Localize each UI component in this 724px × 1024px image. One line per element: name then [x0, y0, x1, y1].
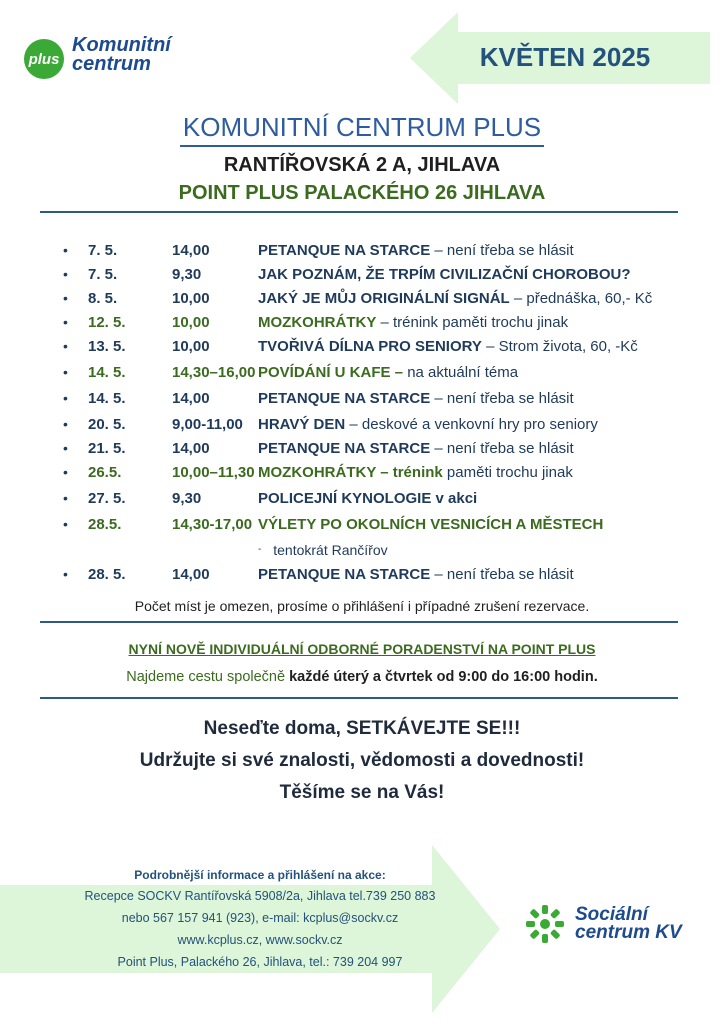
- footer-line: nebo 567 157 941 (923), e-mail: kcplus@sockv.cz: [121, 911, 399, 925]
- point-address: POINT PLUS PALACKÉHO 26 JIHLAVA: [178, 182, 546, 204]
- event-name: PETANQUE NA STARCE: [258, 566, 431, 583]
- event-row: [0, 390, 724, 414]
- event-time: 10,00: [172, 314, 210, 331]
- dash-icon: -: [258, 544, 262, 555]
- event-description: [258, 266, 631, 283]
- event-row: [0, 416, 724, 440]
- kv-logo-line2: centrum KV: [575, 922, 682, 943]
- slogan-2: Udržujte si své znalosti, vědomosti a dovednosti!: [139, 750, 585, 771]
- month-label: KVĚTEN 2025: [479, 42, 651, 72]
- event-name: JAK POZNÁM, ŽE TRPÍM CIVILIZAČNÍ CHOROBOU?: [258, 266, 631, 283]
- bullet-icon: •: [63, 364, 68, 380]
- logo-text: [72, 36, 171, 74]
- sub-note-text: tentokrát Rančířov: [273, 542, 388, 558]
- event-detail: – není třeba se hlásit: [430, 566, 574, 583]
- event-description: [258, 490, 477, 507]
- event-description: [258, 390, 574, 407]
- event-description: [258, 290, 652, 307]
- news-text-pre: Najdeme cestu společně: [126, 669, 290, 685]
- bullet-icon: •: [63, 390, 68, 406]
- event-date: 21. 5.: [88, 440, 126, 457]
- event-description: [258, 338, 638, 355]
- event-date: 7. 5.: [88, 242, 118, 259]
- news-text: [0, 669, 724, 685]
- event-description: [258, 464, 573, 481]
- news-headline: NYNÍ NOVĚ INDIVIDUÁLNÍ ODBORNÉ PORADENSTVÍ NA POINT PLUS: [128, 641, 596, 657]
- divider: [40, 621, 678, 623]
- plus-logo-badge: plus: [24, 39, 64, 79]
- event-time: 14,00: [172, 390, 210, 407]
- event-detail: – přednáška, 60,- Kč: [509, 290, 653, 307]
- event-detail: – Strom života, 60, -Kč: [481, 338, 638, 355]
- event-row: [0, 464, 724, 488]
- event-name: PETANQUE NA STARCE: [258, 440, 431, 457]
- footer-line: www.kcplus.cz, www.sockv.cz: [177, 933, 343, 947]
- event-detail: – deskové a venkovní hry pro seniory: [345, 416, 598, 433]
- event-date: 12. 5.: [88, 314, 126, 331]
- event-row: [0, 266, 724, 290]
- event-date: 8. 5.: [88, 290, 118, 307]
- event-time: 9,30: [172, 266, 202, 283]
- event-time: 14,00: [172, 566, 210, 583]
- sunburst-logo-icon: [525, 904, 565, 944]
- logo-line2: centrum: [72, 53, 151, 75]
- sub-note: [258, 542, 388, 558]
- event-description: [258, 566, 574, 583]
- event-name: MOZKOHRÁTKY: [258, 314, 377, 331]
- event-description: [258, 364, 518, 381]
- kv-logo-line1: Sociální: [575, 904, 648, 925]
- event-date: 27. 5.: [88, 490, 126, 507]
- bullet-icon: •: [63, 440, 68, 456]
- address: RANTÍŘOVSKÁ 2 A, JIHLAVA: [223, 154, 501, 176]
- event-description: [258, 416, 598, 433]
- bullet-icon: •: [63, 490, 68, 506]
- footer-line: Recepce SOCKV Rantířovská 5908/2a, Jihlava tel.739 250 883: [84, 889, 436, 903]
- bullet-icon: •: [63, 314, 68, 330]
- event-time: 9,00-11,00: [172, 416, 243, 433]
- event-name: JAKÝ JE MŮJ ORIGINÁLNÍ SIGNÁL: [258, 290, 510, 307]
- event-detail: – není třeba se hlásit: [430, 242, 574, 259]
- footer-line: Point Plus, Palackého 26, Jihlava, tel.: 739 204 997: [117, 955, 403, 969]
- news-text-bold: každé úterý a čtvrtek od 9:00 do 16:00 hodin.: [289, 669, 598, 685]
- bullet-icon: •: [63, 516, 68, 532]
- event-time: 10,00: [172, 338, 210, 355]
- event-description: [258, 314, 568, 331]
- event-date: 13. 5.: [88, 338, 126, 355]
- event-row: [0, 566, 724, 590]
- event-name: MOZKOHRÁTKY – trénink: [258, 464, 443, 481]
- event-name: PETANQUE NA STARCE: [258, 390, 431, 407]
- bullet-icon: •: [63, 290, 68, 306]
- event-name: POLICEJNÍ KYNOLOGIE v akci: [258, 490, 478, 507]
- bullet-icon: •: [63, 242, 68, 258]
- event-time: 10,00: [172, 290, 210, 307]
- event-date: 14. 5.: [88, 364, 126, 381]
- bullet-icon: •: [63, 338, 68, 354]
- divider: [40, 211, 678, 213]
- event-name: TVOŘIVÁ DÍLNA PRO SENIORY: [258, 338, 482, 355]
- divider: [40, 697, 678, 699]
- event-description: [258, 242, 574, 259]
- event-date: 28.5.: [88, 516, 122, 533]
- event-row: [0, 338, 724, 362]
- footer-title: Podrobnější informace a přihlášení na akce:: [134, 868, 386, 882]
- event-row: [0, 290, 724, 314]
- page-title: KOMUNITNÍ CENTRUM PLUS: [182, 112, 542, 142]
- event-detail: – trénink paměti trochu jinak: [376, 314, 569, 331]
- slogan-3: Těšíme se na Vás!: [279, 782, 445, 803]
- event-date: 26.5.: [88, 464, 122, 481]
- event-detail: – není třeba se hlásit: [430, 390, 574, 407]
- event-description: [258, 440, 574, 457]
- event-date: 28. 5.: [88, 566, 126, 583]
- event-name: POVÍDÁNÍ U KAFE –: [258, 364, 404, 381]
- event-name: PETANQUE NA STARCE: [258, 242, 431, 259]
- event-detail: paměti trochu jinak: [442, 464, 573, 481]
- event-row: [0, 314, 724, 338]
- event-time: 14,30-17,00: [172, 516, 253, 533]
- event-name: VÝLETY PO OKOLNÍCH VESNICÍCH A MĚSTECH: [258, 516, 604, 533]
- event-detail: – není třeba se hlásit: [430, 440, 574, 457]
- bullet-icon: •: [63, 464, 68, 480]
- event-date: 20. 5.: [88, 416, 126, 433]
- event-row: [0, 242, 724, 266]
- capacity-note: Počet míst je omezen, prosíme o přihlášení i případné zrušení rezervace.: [134, 598, 590, 614]
- logo-line1: Komunitní: [72, 34, 171, 56]
- event-time: 10,00–11,30: [172, 464, 255, 481]
- bullet-icon: •: [63, 566, 68, 582]
- event-row: [0, 364, 724, 388]
- event-date: 7. 5.: [88, 266, 118, 283]
- event-detail: na aktuální téma: [403, 364, 519, 381]
- event-description: [258, 516, 603, 533]
- event-row: [0, 440, 724, 464]
- event-time: 14,00: [172, 242, 210, 259]
- event-row: [0, 490, 724, 514]
- event-date: 14. 5.: [88, 390, 126, 407]
- event-row: [0, 516, 724, 540]
- kv-logo-text: [575, 906, 682, 942]
- slogan-1: Neseďte doma, SETKÁVEJTE SE!!!: [203, 718, 521, 739]
- bullet-icon: •: [63, 416, 68, 432]
- title-underline: [180, 145, 544, 147]
- event-name: HRAVÝ DEN: [258, 416, 346, 433]
- bullet-icon: •: [63, 266, 68, 282]
- event-time: 14,30–16,00: [172, 364, 256, 381]
- event-time: 14,00: [172, 440, 210, 457]
- event-time: 9,30: [172, 490, 202, 507]
